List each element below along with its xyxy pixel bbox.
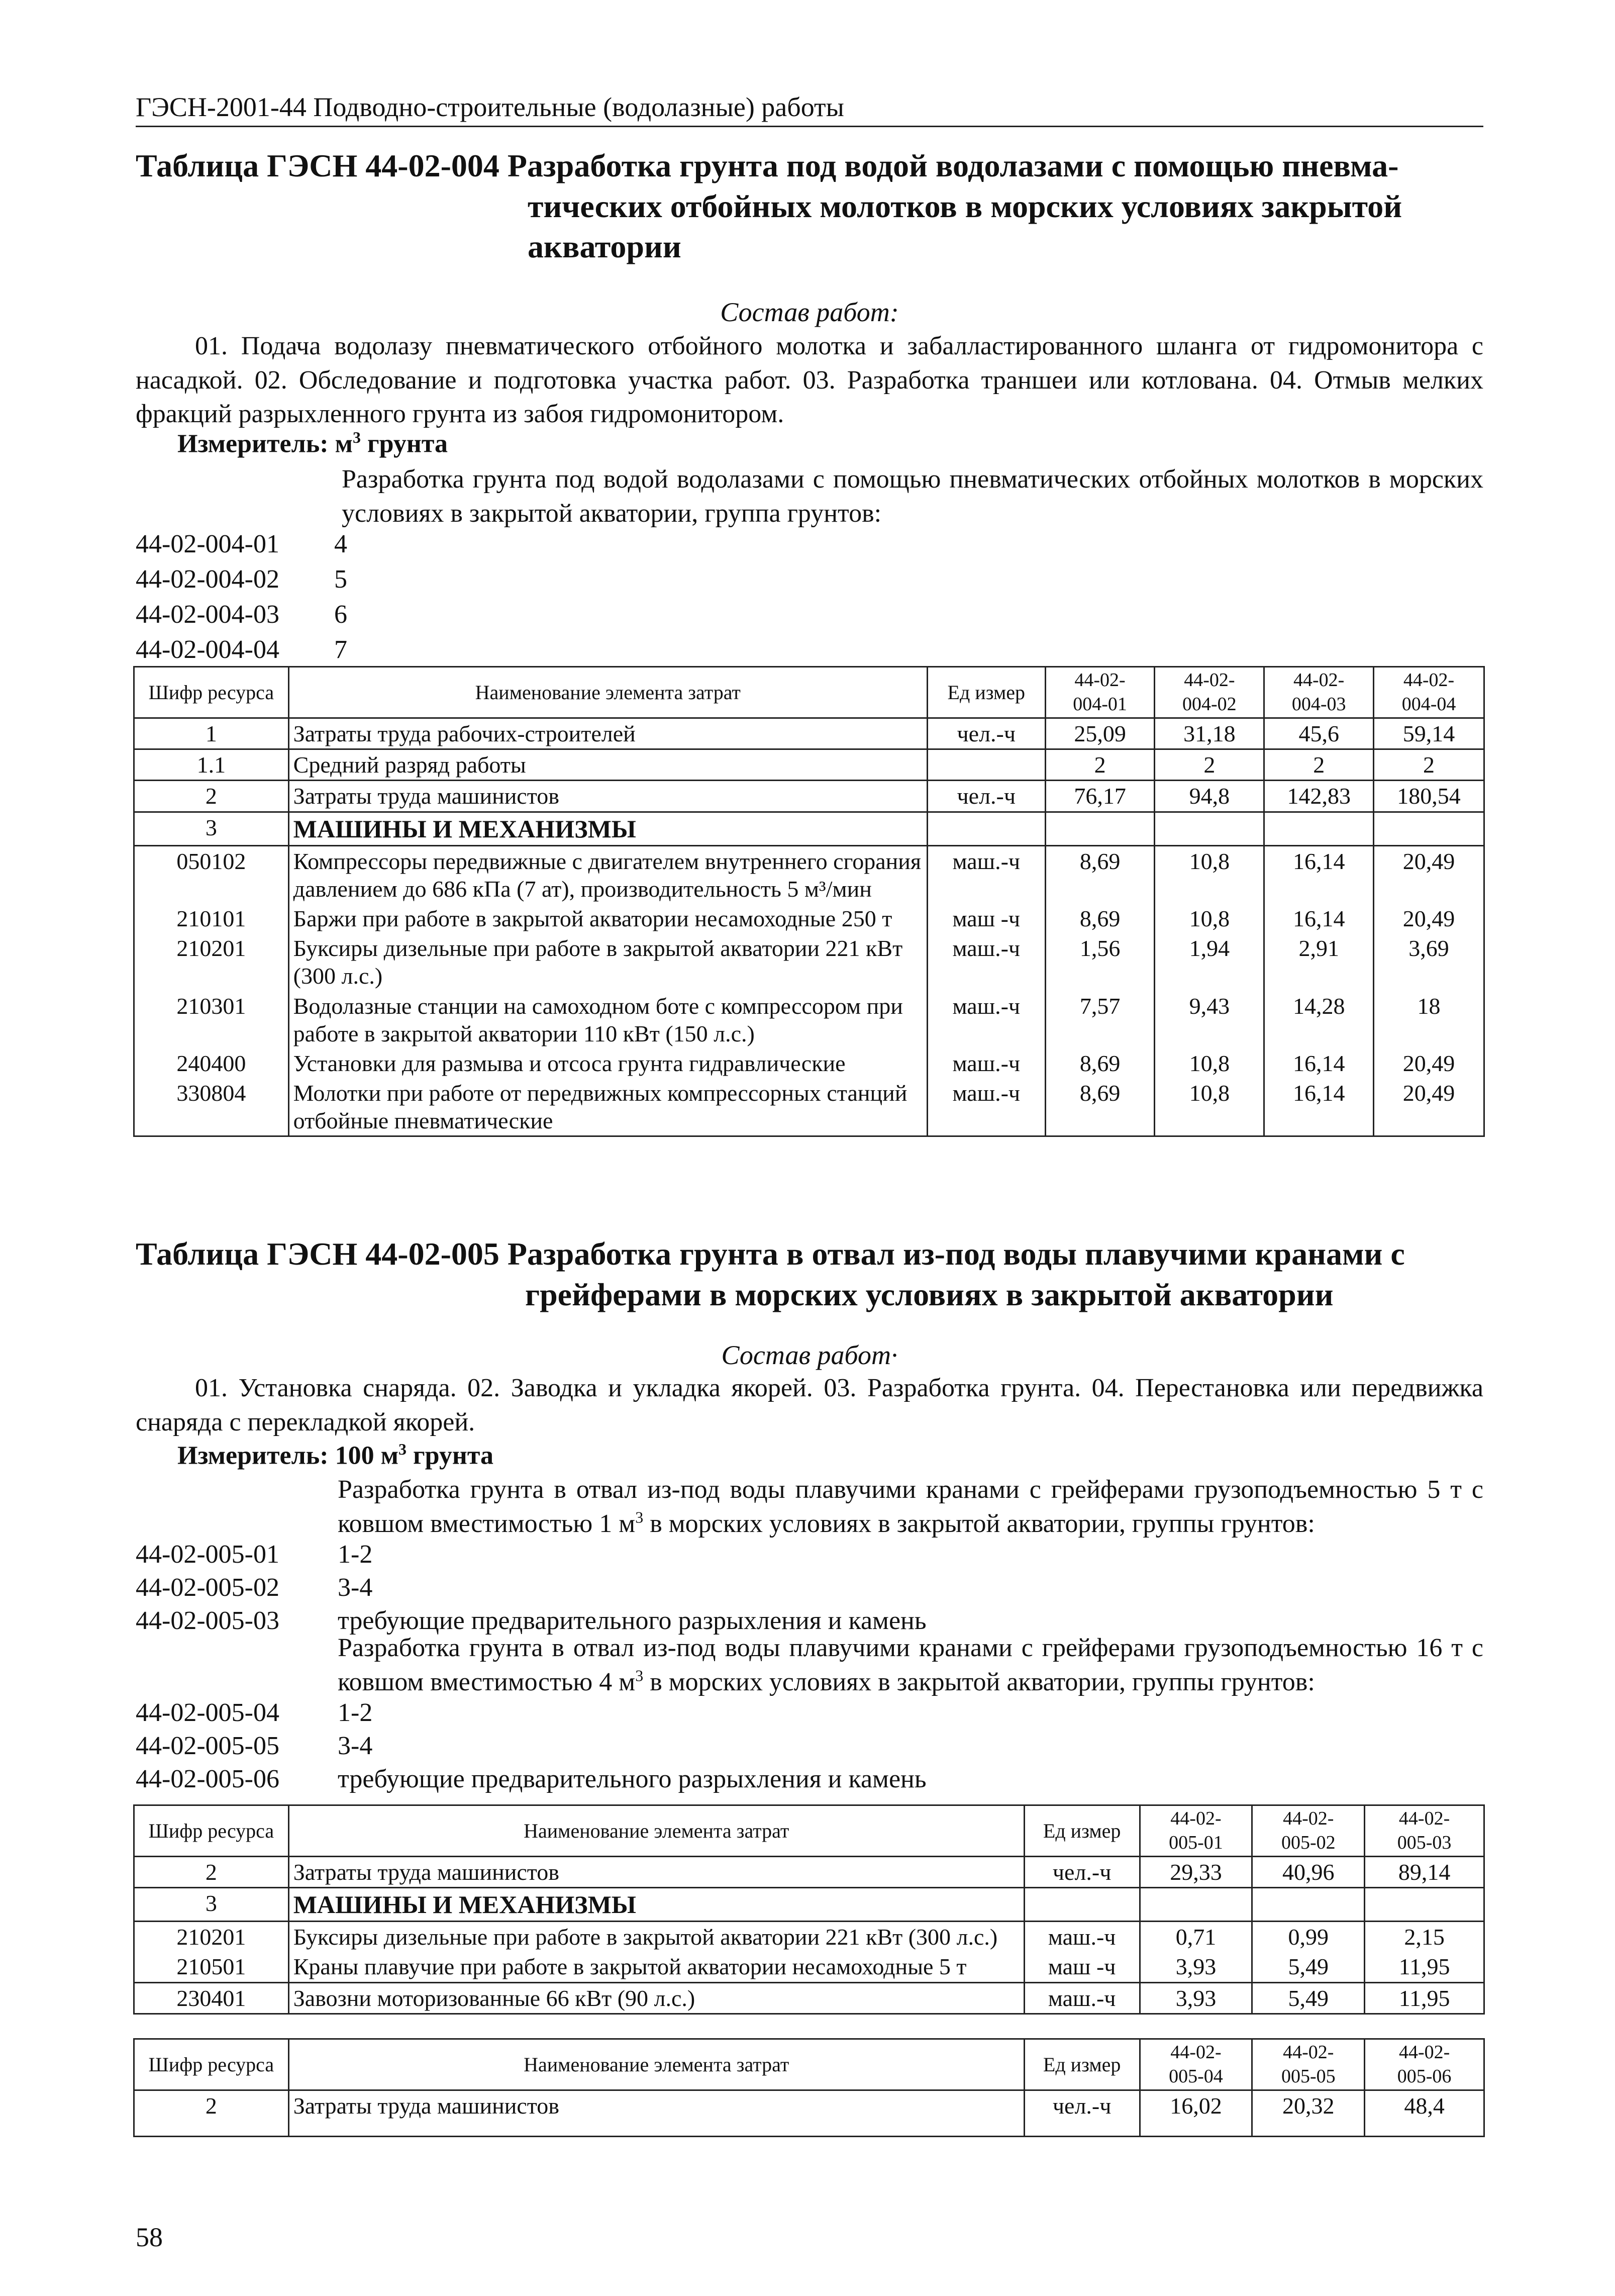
table-004-title: [136, 146, 1492, 267]
code-row: 44-02-005-01 1-2: [136, 1540, 373, 1569]
title-line-1: Таблица ГЭСН 44-02-005 Разработка грунта в отвал из-под воды плавучими кранами с: [136, 1236, 1405, 1272]
header-name: Наименование элемента затрат: [288, 1805, 1024, 1857]
code-row: 44-02-005-04 1-2: [136, 1698, 373, 1727]
running-header: ГЭСН-2001-44 Подводно-строительные (водолазные) работы: [136, 91, 1483, 127]
measure-line: [177, 428, 448, 458]
measure-label: Измеритель:: [177, 1441, 329, 1470]
header-unit: Ед измер: [1024, 1805, 1140, 1857]
header-col-1: 44-02- 005-04: [1140, 2039, 1252, 2090]
table-row: 2 Затраты труда машинистов чел.-ч 76,17 94,8 142,83 180,54: [134, 781, 1484, 812]
header-code: Шифр ресурса: [134, 667, 289, 718]
table-004-description: Разработка грунта под водой водолазами с помощью пневматических отбойных молотков в морских условиях в закрытой акватории, группа грунтов:: [342, 465, 1483, 528]
table-005-title: [136, 1234, 1492, 1315]
header-col-4: 44-02- 004-04: [1374, 667, 1484, 718]
header-code: Шифр ресурса: [134, 2039, 289, 2090]
table-row: 1.1 Средний разряд работы 2 2 2 2: [134, 749, 1484, 781]
table-row: 2 Затраты труда машинистов чел.-ч 16,02 20,32 48,4: [134, 2090, 1484, 2137]
table-005-description-1: Разработка грунта в отвал из-под воды плавучими кранами с грейферами грузоподъемностью 5 т с ковшом вместимостью 1 $м^3$ в морских условиях в закрытой акватории, группы грунтов:: [338, 1475, 1483, 1539]
table-row: 210201 Буксиры дизельные при работе в закрытой акватории 221 кВт (300 л.с.) маш.-ч 0,71 0,99 2,15: [134, 1922, 1484, 1952]
header-col-3: 44-02- 004-03: [1264, 667, 1374, 718]
code-row: 44-02-004-02 5: [136, 565, 347, 594]
code-row: 44-02-005-03 требующие предварительного разрыхления и камень: [136, 1606, 927, 1635]
table-004-norms: [133, 666, 1485, 1137]
measure-label: Измеритель:: [177, 429, 329, 458]
work-composition-text: 01. Установка снаряда. 02. Заводка и укладка якорей. 03. Разработка грунта. 04. Перестановка или передвижка снаряда с перекладкой якорей.: [136, 1374, 1483, 1437]
table-section-row: 3 МАШИНЫ И МЕХАНИЗМЫ: [134, 812, 1484, 845]
code-row: 44-02-004-03 6: [136, 600, 347, 629]
table-row: 240400 Установки для размыва и отсоса грунта гидравлические маш.-ч 8,69 10,8 16,14 20,49: [134, 1048, 1484, 1078]
table-row: 210501 Краны плавучие при работе в закрытой акватории несамоходные 5 т маш -ч 3,93 5,49 11,95: [134, 1952, 1484, 1982]
work-composition-text: 01. Подача водолазу пневматического отбойного молотка и забалластированного шланга от гидромонитора с насадкой. 02. Обследование и подготовка участка работ. 03. Разработка траншеи или котлована. 04. Отмыв мелких фракций разрыхленного грунта из забоя гидромонитором.: [136, 332, 1483, 429]
table-005-description-2: Разработка грунта в отвал из-под воды плавучими кранами с грейферами грузоподъемностью 16 т с ковшом вместимостью 4 $м^3$ в морских условиях в закрытой акватории, группы грунтов:: [338, 1634, 1483, 1697]
header-col-2: 44-02- 005-02: [1252, 1805, 1365, 1857]
header-unit: Ед измер: [927, 667, 1045, 718]
title-line-3: акватории: [528, 229, 681, 265]
code-row: 44-02-005-06 требующие предварительного разрыхления и камень: [136, 1765, 927, 1793]
table-header-row: [134, 1805, 1484, 1857]
table-row: 210201 Буксиры дизельные при работе в закрытой акватории 221 кВт (300 л.с.) маш.-ч 1,56 1,94 2,91 3,69: [134, 933, 1484, 991]
table-row: 2 Затраты труда машинистов чел.-ч 29,33 40,96 89,14: [134, 1857, 1484, 1888]
title-line-2: тических отбойных молотков в морских условиях закрытой: [528, 188, 1402, 224]
header-col-2: 44-02- 005-05: [1252, 2039, 1365, 2090]
table-header-row: [134, 2039, 1484, 2090]
table-005-norms-1: [133, 1804, 1485, 2015]
table-row: 210301 Водолазные станции на самоходном боте с компрессором при работе в закрытой акватории 110 кВт (150 л.с.) маш.-ч 7,57 9,43 14,28 18: [134, 991, 1484, 1048]
table-header-row: [134, 667, 1484, 718]
title-line-2: грейферами в морских условиях в закрытой акватории: [525, 1276, 1334, 1312]
header-col-2: 44-02- 004-02: [1155, 667, 1264, 718]
header-col-3: 44-02- 005-03: [1365, 1805, 1484, 1857]
measure-sup: 3: [353, 428, 361, 446]
page-number: 58: [136, 2222, 163, 2252]
table-005-code-list-2: [136, 1695, 927, 1795]
table-005-code-list-1: [136, 1537, 927, 1637]
measure-unit: 100 м: [335, 1441, 399, 1470]
work-composition-heading: Состав работ·: [721, 1340, 898, 1370]
table-005-norms-2: [133, 2038, 1485, 2137]
title-line-1: Таблица ГЭСН 44-02-004 Разработка грунта под водой водолазами с помощью пневма-: [136, 148, 1399, 183]
header-col-1: 44-02- 005-01: [1140, 1805, 1252, 1857]
header-unit: Ед измер: [1024, 2039, 1140, 2090]
table-section-row: 3 МАШИНЫ И МЕХАНИЗМЫ: [134, 1888, 1484, 1922]
header-col-1: 44-02- 004-01: [1045, 667, 1155, 718]
header-name: Наименование элемента затрат: [288, 667, 927, 718]
measure-unit: м: [335, 429, 353, 458]
code-row: 44-02-004-01 4: [136, 530, 347, 558]
table-row: 230401 Завозни моторизованные 66 кВт (90 л.с.) маш.-ч 3,93 5,49 11,95: [134, 1982, 1484, 2014]
table-row: 210101 Баржи при работе в закрытой акватории несамоходные 250 т маш -ч 8,69 10,8 16,14 20,49: [134, 904, 1484, 933]
header-name: Наименование элемента затрат: [288, 2039, 1024, 2090]
measure-sup: 3: [398, 1440, 407, 1458]
code-row: 44-02-004-04 7: [136, 635, 347, 664]
table-row: 330804 Молотки при работе от передвижных компрессорных станций отбойные пневматические маш.-ч 8,69 10,8 16,14 20,49: [134, 1078, 1484, 1136]
table-row: 1 Затраты труда рабочих-строителей чел.-ч 25,09 31,18 45,6 59,14: [134, 718, 1484, 749]
work-composition-heading: Состав работ:: [720, 297, 899, 327]
measure-line: [177, 1440, 493, 1470]
measure-rest: грунта: [361, 429, 448, 458]
header-col-3: 44-02- 005-06: [1365, 2039, 1484, 2090]
measure-rest: грунта: [407, 1441, 494, 1470]
table-row: 050102 Компрессоры передвижные с двигателем внутреннего сгорания давлением до 686 кПа (7 ат), производительность 5 м³/мин маш.-ч 8,69 10,8 16,14 20,49: [134, 845, 1484, 904]
table-004-code-list: [136, 527, 347, 667]
code-row: 44-02-005-05 3-4: [136, 1732, 373, 1760]
code-row: 44-02-005-02 3-4: [136, 1573, 373, 1602]
header-code: Шифр ресурса: [134, 1805, 289, 1857]
